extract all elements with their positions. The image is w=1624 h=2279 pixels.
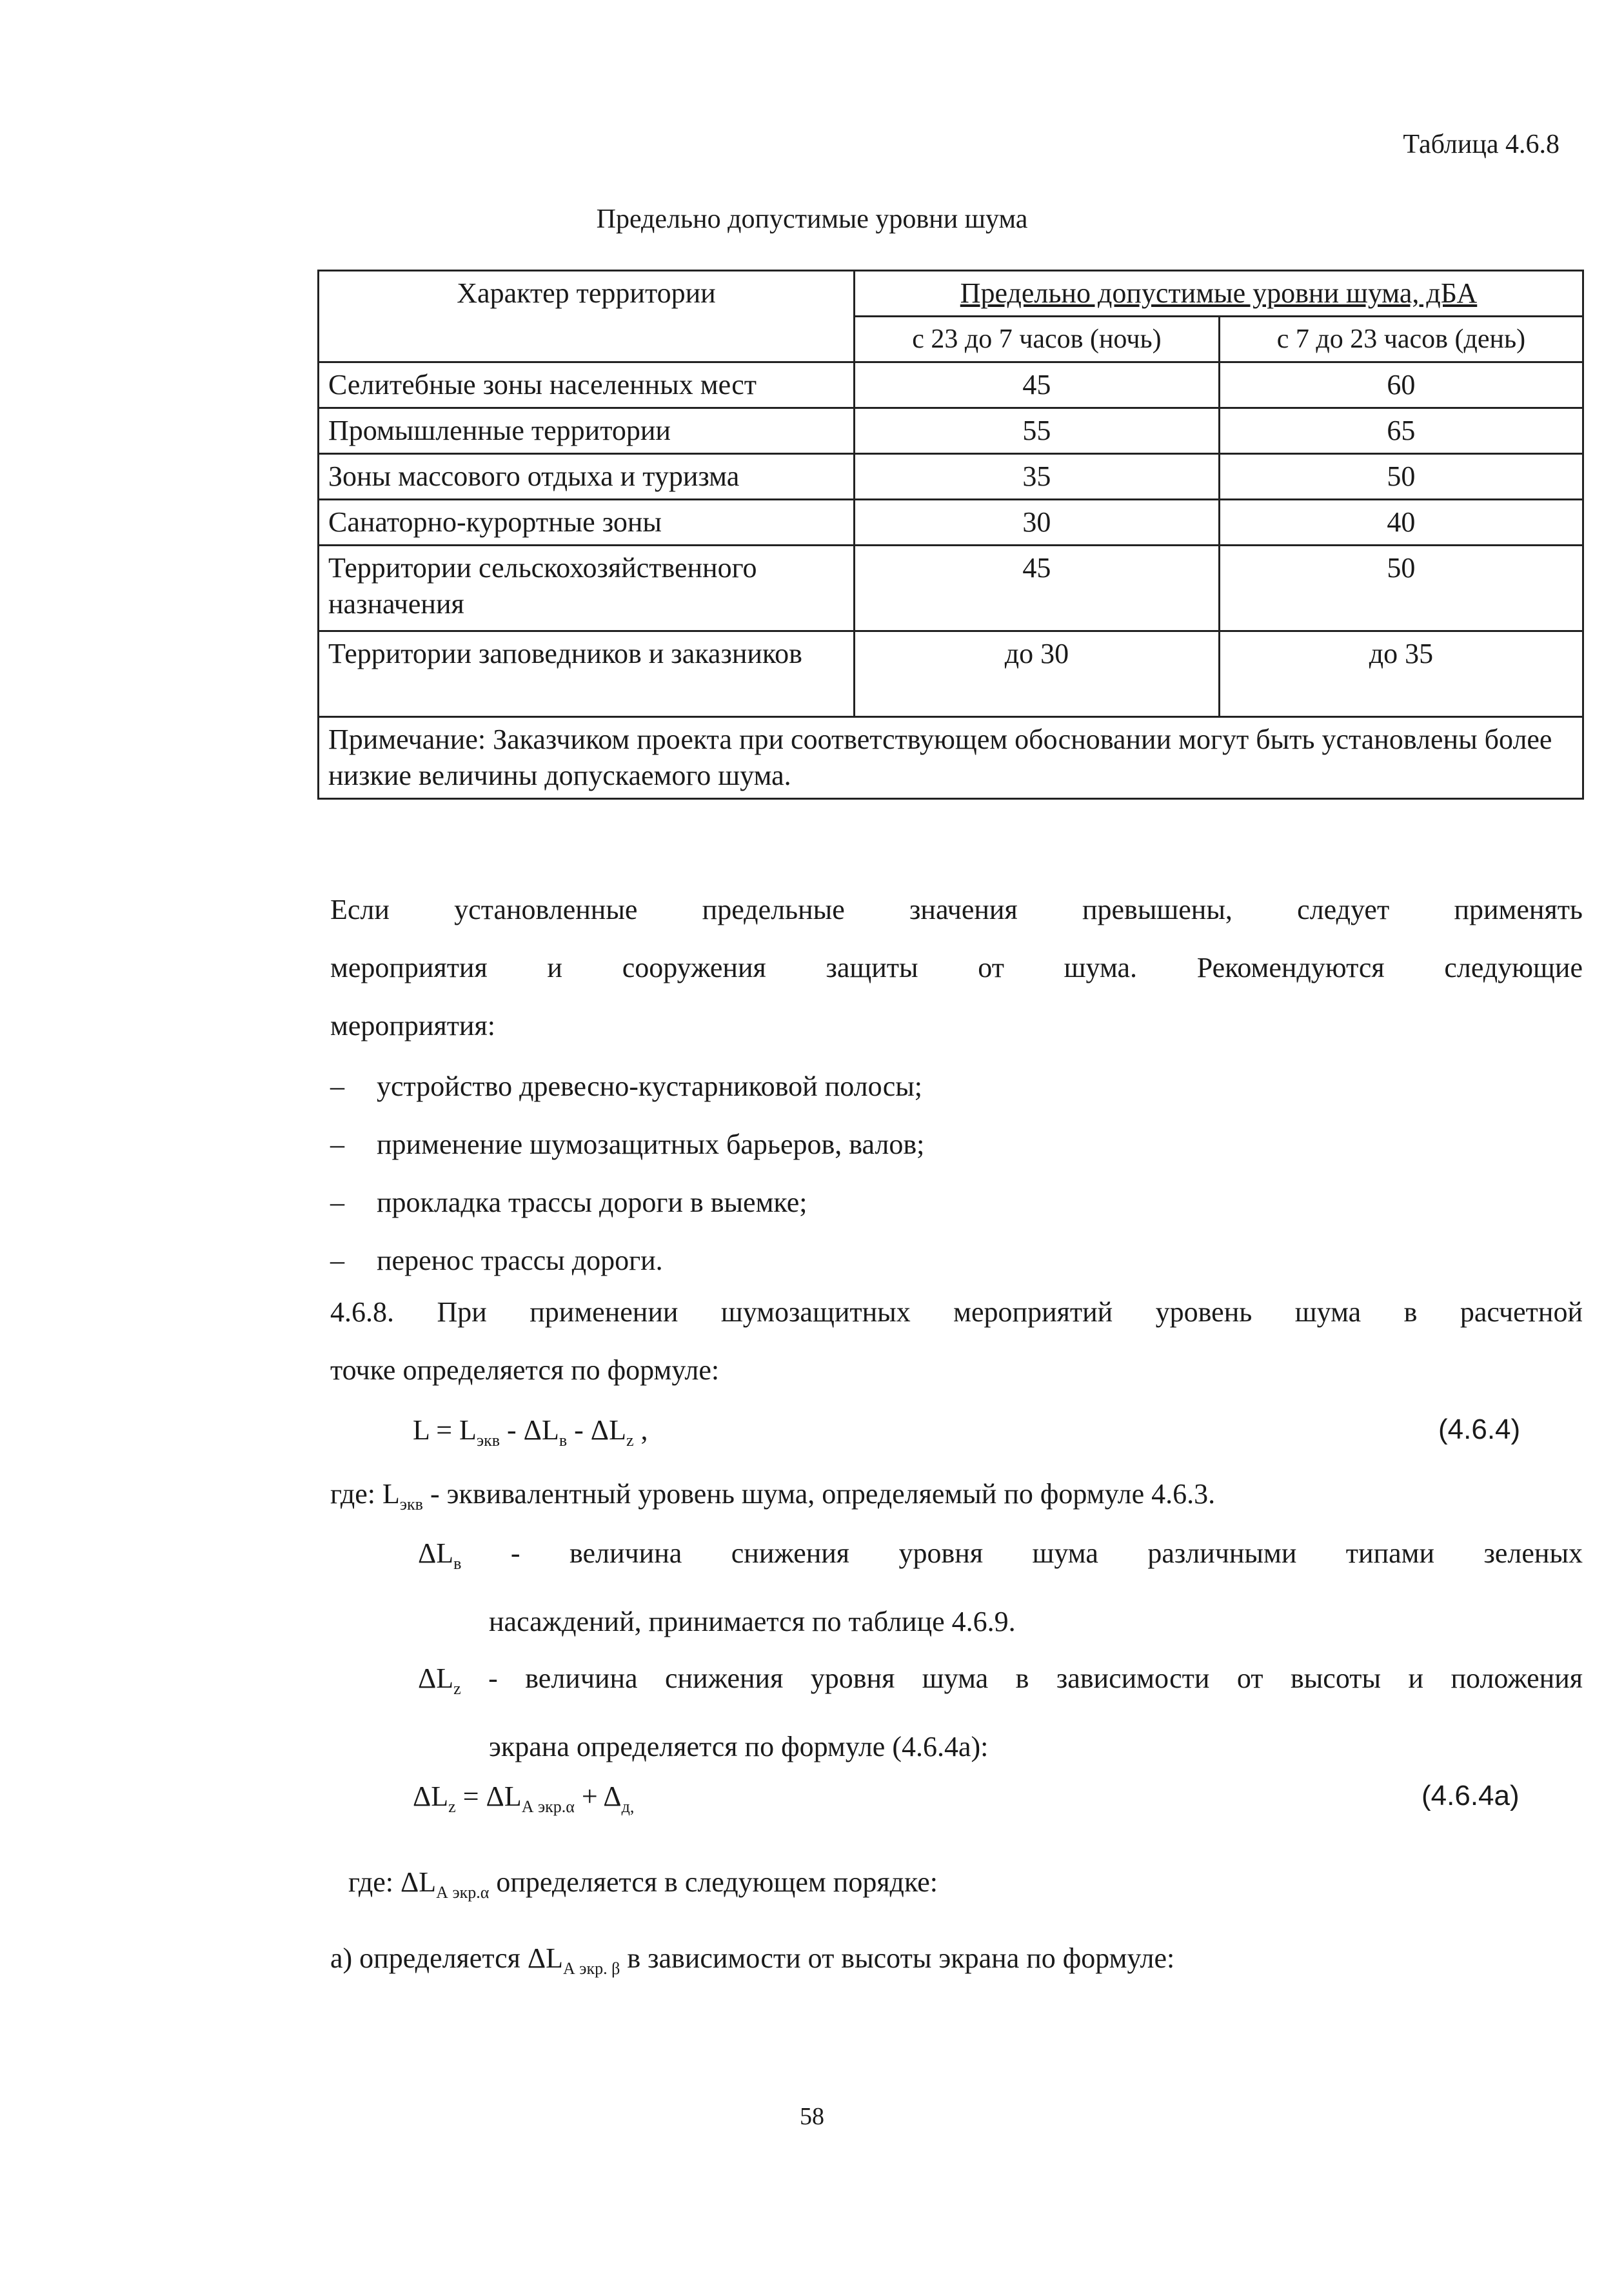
list-item [330, 1174, 924, 1232]
cell-night: 45 [855, 546, 1220, 631]
definition-text: определяется в следующем порядке: [489, 1866, 938, 1898]
formula-subscript: z [626, 1430, 634, 1450]
cell-night: 45 [855, 362, 1220, 408]
cell-night: до 30 [855, 631, 1220, 717]
header-group: Предельно допустимые уровни шума, дБА [855, 271, 1583, 317]
cell-night: 35 [855, 454, 1220, 500]
cell-territory: Территории сельскохозяйственного назначения [319, 546, 855, 631]
formula-subscript: z [453, 1679, 461, 1698]
definition-text: - эквивалентный уровень шума, определяемый по формуле 4.6.3. [422, 1478, 1216, 1510]
list-item-text: применение шумозащитных барьеров, валов; [377, 1129, 925, 1160]
cell-day: 40 [1219, 500, 1583, 546]
formula-subscript: А экр.α [521, 1797, 575, 1816]
list-item-text: прокладка трассы дороги в выемке; [377, 1187, 807, 1218]
table-header-row [319, 271, 1583, 317]
noise-limits-table [317, 270, 1584, 800]
formula-part: - ΔL [567, 1414, 626, 1446]
formula-part: = ΔL [455, 1781, 522, 1812]
formula-part: ΔL [413, 1781, 449, 1812]
cell-day: 60 [1219, 362, 1583, 408]
formula-subscript: д, [621, 1797, 635, 1816]
list-marker: – [330, 1245, 344, 1276]
formula-4-6-4 [413, 1414, 648, 1450]
cell-day: 65 [1219, 408, 1583, 454]
list-item [330, 1116, 924, 1174]
table-row [319, 408, 1583, 454]
definition-line [418, 1524, 1583, 1593]
cell-territory: Зоны массового отдыха и туризма [319, 454, 855, 500]
cell-territory: Санаторно-курортные зоны [319, 500, 855, 546]
formula-subscript: в [453, 1554, 462, 1573]
list-item [330, 1232, 924, 1290]
list-item-text: устройство древесно-кустарниковой полосы; [377, 1070, 923, 1102]
formula-subscript: А экр.α [436, 1882, 490, 1902]
paragraph-line: 4.6.8. При применении шумозащитных мероприятий уровень шума в расчетной [330, 1296, 1583, 1328]
paragraph-line: Если установленные предельные значения превышены, следует применять [330, 894, 1583, 925]
formula-part: , [633, 1414, 648, 1446]
list-marker: – [330, 1070, 344, 1102]
table-row [319, 454, 1583, 500]
definition-symbol: ΔL [418, 1537, 454, 1569]
definition-symbol: ΔL [418, 1662, 454, 1694]
table-note: Примечание: Заказчиком проекта при соответствующем обосновании могут быть установлены более низкие величины допускаемого шума. [319, 717, 1583, 799]
header-territory: Характер территории [319, 271, 855, 362]
cell-territory: Промышленные территории [319, 408, 855, 454]
cell-day: до 35 [1219, 631, 1583, 717]
definition-prefix: где: [330, 1478, 375, 1510]
cell-night: 30 [855, 500, 1220, 546]
definition-prefix: где: ΔL [348, 1866, 437, 1898]
page-number: 58 [800, 2103, 824, 2130]
list-marker: – [330, 1187, 344, 1218]
definition-text: - величина снижения уровня шума различными типами зеленых [461, 1537, 1583, 1569]
table-note-row [319, 717, 1583, 799]
table-label: Таблица 4.6.8 [1403, 130, 1560, 159]
formula-4-6-4a [413, 1780, 634, 1817]
formula-part: L = L [413, 1414, 477, 1446]
definition-text: - величина снижения уровня шума в зависимости от высоты и положения [460, 1662, 1583, 1694]
list-item [330, 1058, 924, 1116]
header-night: с 23 до 7 часов (ночь) [855, 317, 1220, 362]
table-row [319, 500, 1583, 546]
table-row [319, 362, 1583, 408]
paragraph-measures [330, 881, 1583, 1055]
cell-territory: Селитебные зоны населенных мест [319, 362, 855, 408]
formula-part: - ΔL [500, 1414, 559, 1446]
definition-text: в зависимости от высоты экрана по формуле: [620, 1942, 1175, 1974]
definition-prefix: а) определяется ΔL [330, 1942, 564, 1974]
definition-line [418, 1650, 1583, 1718]
formula-number: (4.6.4) [1438, 1414, 1521, 1445]
formula-subscript: в [559, 1430, 568, 1450]
paragraph-section-4-6-8 [330, 1283, 1583, 1399]
definition-delta-lz [418, 1650, 1583, 1776]
definition-line: экрана определяется по формуле (4.6.4а): [489, 1730, 989, 1762]
formula-subscript: экв [399, 1494, 423, 1514]
formula-subscript: экв [476, 1430, 500, 1450]
measures-list [330, 1058, 924, 1290]
step-a [330, 1929, 1174, 1998]
list-marker: – [330, 1129, 344, 1160]
definition-delta-lv [418, 1524, 1583, 1651]
cell-day: 50 [1219, 546, 1583, 631]
definition-symbol: L [382, 1478, 400, 1510]
definition-line: насаждений, принимается по таблице 4.6.9. [489, 1605, 1016, 1637]
definition-delta-la-alpha [348, 1853, 938, 1922]
formula-subscript: А экр. β [563, 1958, 620, 1978]
cell-night: 55 [855, 408, 1220, 454]
formula-part: + Δ [574, 1781, 622, 1812]
paragraph-line: точке определяется по формуле: [330, 1354, 720, 1386]
formula-subscript: z [448, 1797, 456, 1816]
definition-l-ekv [330, 1465, 1215, 1534]
table-row [319, 546, 1583, 631]
list-item-text: перенос трассы дороги. [377, 1245, 663, 1276]
formula-number: (4.6.4а) [1421, 1780, 1520, 1811]
table-row [319, 631, 1583, 717]
paragraph-line: мероприятия и сооружения защиты от шума. Рекомендуются следующие [330, 952, 1583, 983]
table-title: Предельно допустимые уровни шума [596, 204, 1028, 234]
header-day: с 7 до 23 часов (день) [1219, 317, 1583, 362]
paragraph-line: мероприятия: [330, 1010, 495, 1041]
cell-territory: Территории заповедников и заказников [319, 631, 855, 717]
cell-day: 50 [1219, 454, 1583, 500]
